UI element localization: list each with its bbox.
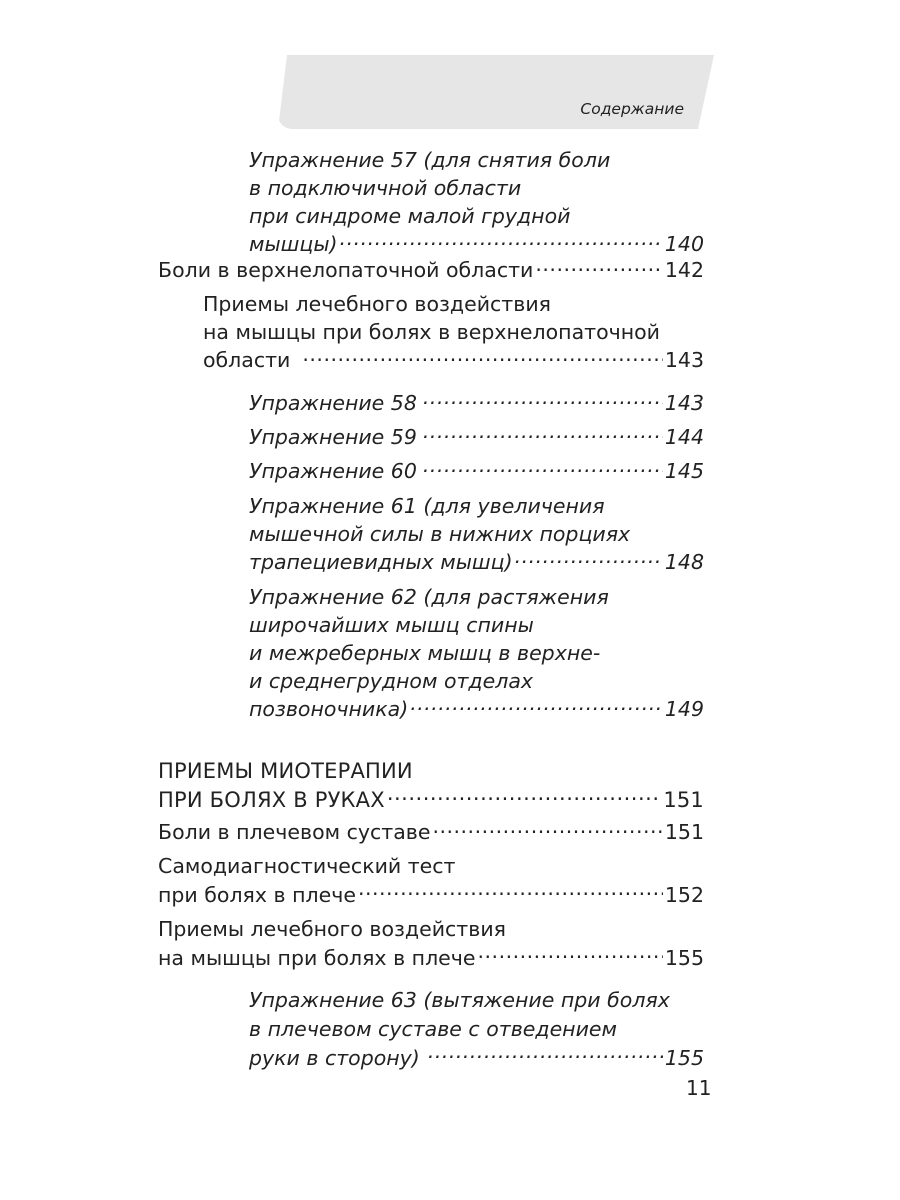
dot-leader — [428, 1045, 663, 1066]
toc-page-number: 143 — [664, 348, 704, 372]
toc-entry-line: Приемы лечебного воздействия — [203, 292, 551, 316]
dot-leader — [410, 696, 663, 717]
toc-entry[interactable] — [249, 492, 704, 576]
toc-page-number: 144 — [664, 425, 704, 449]
toc-page-number: 148 — [664, 550, 704, 574]
toc-section-line: ПРИЕМЫ МИОТЕРАПИИ — [158, 759, 413, 783]
toc-entry-title: Боли в плечевом суставе — [158, 820, 431, 844]
toc-entry-title: Упражнение 59 — [249, 425, 417, 449]
toc-entry-title: области — [203, 348, 291, 372]
toc-entry-title: мышцы) — [249, 232, 338, 256]
toc-entry-line: Самодиагностический тест — [158, 854, 456, 878]
dot-leader — [432, 819, 662, 840]
toc-entry-line: в плечевом суставе с отведением — [249, 1017, 617, 1041]
toc-entry-title: Боли в верхнелопаточной области — [158, 258, 534, 282]
toc-entry-line: и среднегрудном отделах — [249, 669, 534, 693]
dot-leader — [535, 257, 662, 278]
toc-entry-title: трапециевидных мышц) — [249, 550, 513, 574]
toc-entry[interactable] — [203, 290, 704, 374]
running-header-title: Содержание — [580, 100, 684, 118]
toc-page-number: 152 — [664, 883, 704, 907]
dot-leader — [478, 945, 663, 966]
toc-entry-line: Упражнение 61 (для увеличения — [249, 494, 605, 518]
toc-entry-line: на мышцы при болях в верхнелопаточной — [203, 320, 660, 344]
toc-entry-line: мышечной силы в нижних порциях — [249, 522, 631, 546]
dot-leader — [358, 882, 663, 903]
toc-page-number: 145 — [664, 459, 704, 483]
toc-entry[interactable] — [158, 256, 704, 284]
toc-entry-title: Упражнение 60 — [249, 459, 417, 483]
toc-entry-line: Приемы лечебного воздействия — [158, 917, 506, 941]
toc-entry[interactable] — [249, 389, 704, 417]
toc-entry-title: при болях в плече — [158, 883, 356, 907]
toc-section-title: ПРИ БОЛЯХ В РУКАХ — [158, 788, 385, 812]
toc-page-number: 140 — [664, 232, 704, 256]
toc-page-number: 151 — [664, 820, 704, 844]
toc-entry-line: в подключичной области — [249, 176, 522, 200]
toc-section[interactable] — [158, 757, 704, 815]
toc-entry[interactable] — [249, 986, 704, 1073]
toc-page-number: 149 — [664, 697, 704, 721]
toc-entry-title: Упражнение 58 — [249, 391, 417, 415]
toc-entry-line: Упражнение 62 (для растяжения — [249, 585, 609, 609]
toc-entry[interactable] — [158, 915, 704, 973]
dot-leader — [423, 390, 663, 411]
toc-entry-line: и межреберных мышц в верхне- — [249, 641, 601, 665]
toc-entry-title: на мышцы при болях в плече — [158, 946, 476, 970]
toc-page-number: 151 — [663, 788, 704, 812]
toc-page-number: 142 — [664, 258, 704, 282]
toc-entry[interactable] — [249, 146, 704, 258]
toc-page-number: 143 — [664, 391, 704, 415]
toc-entry-line: Упражнение 63 (вытяжение при болях — [249, 988, 670, 1012]
toc-entry-title: позвоночника) — [249, 697, 409, 721]
dot-leader — [515, 549, 663, 570]
toc-page-number: 155 — [664, 1046, 704, 1070]
toc-entry-line: Упражнение 57 (для снятия боли — [249, 148, 611, 172]
dot-leader — [340, 231, 663, 252]
toc-page-number: 155 — [664, 946, 704, 970]
dot-leader — [387, 786, 661, 807]
dot-leader — [423, 458, 663, 479]
toc-entry-title: руки в сторону) — [249, 1046, 420, 1070]
dot-leader — [302, 347, 662, 368]
dot-leader — [423, 424, 663, 445]
toc-entry-line: при синдроме малой грудной — [249, 204, 571, 228]
toc-entry-line: широчайших мышц спины — [249, 613, 534, 637]
toc-entry[interactable] — [249, 457, 704, 485]
toc-entry[interactable] — [249, 423, 704, 451]
toc-entry[interactable] — [249, 583, 704, 723]
toc-entry[interactable] — [158, 852, 704, 910]
folio-page-number: 11 — [686, 1076, 712, 1100]
toc-entry[interactable] — [158, 818, 704, 846]
